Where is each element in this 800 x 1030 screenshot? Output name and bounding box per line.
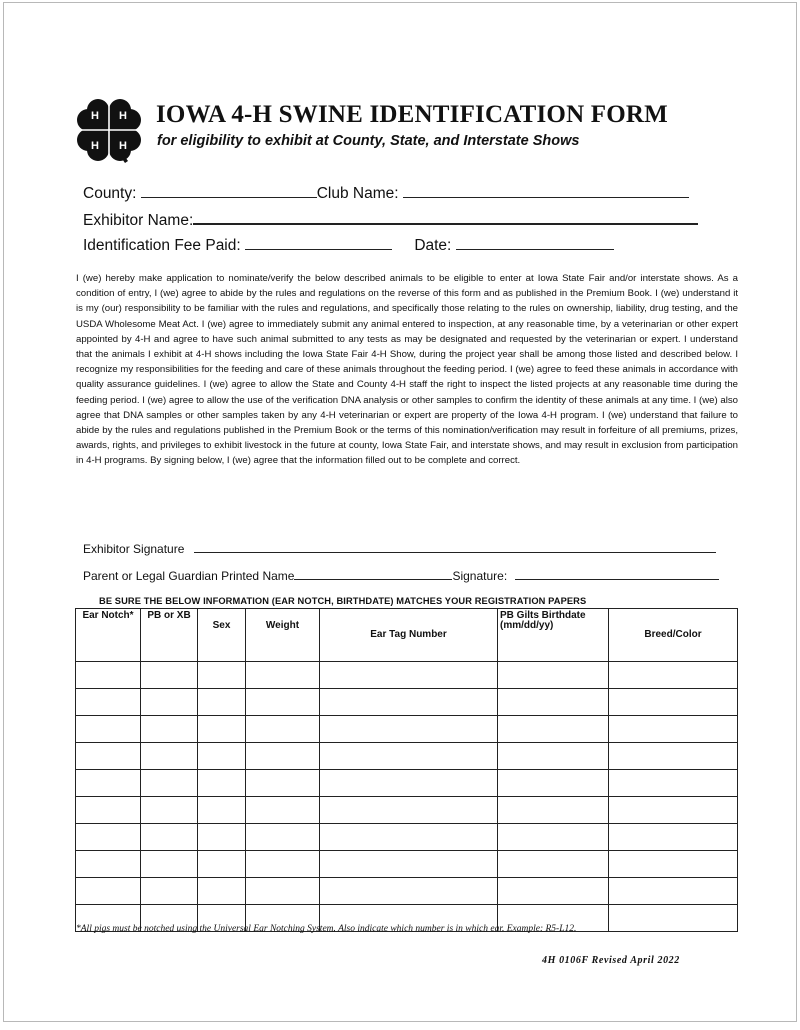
sex-cell[interactable] [198,770,246,797]
table-row [76,851,738,878]
table-row [76,689,738,716]
table-row [76,797,738,824]
sex-cell[interactable] [198,878,246,905]
guardian-name-field[interactable] [294,569,452,580]
date-label: Date: [414,237,452,254]
clover-icon [76,97,142,163]
ear-tag-cell[interactable] [320,662,498,689]
ear-tag-cell[interactable] [320,770,498,797]
table-row [76,662,738,689]
sex-cell[interactable] [198,716,246,743]
exhibitor-signature-field[interactable] [194,542,716,553]
ear-tag-cell[interactable] [320,797,498,824]
weight-cell[interactable] [246,878,320,905]
ear-tag-cell[interactable] [320,743,498,770]
ear-notch-header: Ear Notch* [76,609,141,662]
ear-tag-cell[interactable] [320,689,498,716]
weight-cell[interactable] [246,824,320,851]
swine-table [75,608,738,932]
guardian-signature-field[interactable] [515,569,719,580]
sex-cell[interactable] [198,851,246,878]
ear-notch-cell[interactable] [76,824,141,851]
ear-tag-cell[interactable] [320,824,498,851]
table-row [76,878,738,905]
exhibitor-signature-label: Exhibitor Signature [83,542,185,556]
gilts-birthdate-cell[interactable] [498,689,609,716]
form-revision: 4H 0106F Revised April 2022 [542,955,680,966]
ear-notch-cell[interactable] [76,662,141,689]
pb-xb-cell[interactable] [141,851,198,878]
breed-color-cell[interactable] [609,716,738,743]
svg-text:H: H [91,110,99,122]
ear-notch-cell[interactable] [76,716,141,743]
gilts-birthdate-cell[interactable] [498,770,609,797]
weight-cell[interactable] [246,797,320,824]
weight-cell[interactable] [246,851,320,878]
table-header-row [76,609,738,662]
breed-color-cell[interactable] [609,905,738,932]
table-row [76,743,738,770]
exhibitor-signature-row [83,542,716,556]
county-field[interactable] [141,184,317,198]
table-row [76,824,738,851]
ear-notch-cell[interactable] [76,689,141,716]
ear-tag-header: Ear Tag Number [320,609,498,662]
weight-cell[interactable] [246,743,320,770]
svg-text:H: H [91,140,99,152]
pb-xb-cell[interactable] [141,743,198,770]
guardian-name-label: Parent or Legal Guardian Printed Name [83,569,295,583]
gilts-birthdate-cell[interactable] [498,824,609,851]
county-label: County: [83,185,137,202]
form-subtitle: for eligibility to exhibit at County, State, and Interstate Shows [157,133,580,149]
club-name-label: Club Name: [316,185,399,202]
fee-date-row [83,236,614,255]
pb-xb-cell[interactable] [141,797,198,824]
svg-text:H: H [119,110,127,122]
pb-xb-cell[interactable] [141,770,198,797]
agreement-paragraph: I (we) hereby make application to nominate/verify the below described animals to be eligible to enter at Iowa State Fair and/or interstate shows. As a condition of entry, I (we) agree to abide by the rules and regulations on the reverse of this form and as published in the Premium Book. I (we) understand it is my (our) responsibility to be familiar with the rules and regulations, and specifically those relating to the rules on ownership, liability, drug testing, and the USDA Wholesome Meat Act. I (we) agree to immediately submit any animal entered to inspection, at any reasonable time, by a veterinarian or other expert appointed by 4-H and agree to have such animal submitted to any tests as may be designated and requested by the veterinarian or expert. I understand that the animals I exhibit at 4-H shows including the Iowa State Fair 4-H Show, during the project year shall be among those listed and described below. I recognize my responsibilities for the feeding and care of these animals throughout the feeding period. I (we) agree to feed these animals in accordance with quality assurance guidelines. I (we) agree to allow the State and County 4-H staff the right to inspect the listed projects at any reasonable time during the feeding period. I (we) agree to allow the use of the verification DNA analysis or other samples to confirm the identity of these animals at any time. I (we) also agree that DNA samples or other samples taken by any 4-H veterinarian or expert are property of the Iowa 4-H program. I (we) understand that failure to abide by the rules and regulations published in the Premium Book or the terms of this nomination/verification may result in forfeiture of all premiums, prizes, awards, rights, and privileges to exhibit livestock in the future at county, Iowa State Fair, and interstate shows, and may result in exclusion from participation in 4-H programs. By signing below, I (we) agree that the information filled out to be complete and correct. [76,273,738,467]
weight-cell[interactable] [246,689,320,716]
sex-cell[interactable] [198,797,246,824]
breed-color-cell[interactable] [609,743,738,770]
breed-color-cell[interactable] [609,662,738,689]
exhibitor-name-field[interactable] [193,210,698,225]
form-page [3,2,797,1022]
ear-notch-footnote: *All pigs must be notched using the Universal Ear Notching System. Also indicate which number is in which ear. Example: R5-L12. [76,924,577,934]
date-field[interactable] [456,236,614,250]
pb-xb-cell[interactable] [141,878,198,905]
weight-header: Weight [246,609,320,662]
ear-tag-cell[interactable] [320,851,498,878]
ear-tag-cell[interactable] [320,716,498,743]
ear-tag-cell[interactable] [320,878,498,905]
fee-paid-field[interactable] [245,236,392,250]
breed-color-cell[interactable] [609,689,738,716]
pb-xb-header: PB or XB [141,609,198,662]
gilts-birthdate-cell[interactable] [498,662,609,689]
pb-xb-cell[interactable] [141,824,198,851]
form-title: IOWA 4-H SWINE IDENTIFICATION FORM [156,101,668,128]
breed-color-cell[interactable] [609,824,738,851]
breed-color-cell[interactable] [609,770,738,797]
exhibitor-name-row [83,210,698,230]
county-club-row [83,184,689,203]
gilts-birthdate-cell[interactable] [498,851,609,878]
pb-xb-cell[interactable] [141,716,198,743]
breed-color-cell[interactable] [609,797,738,824]
sex-cell[interactable] [198,743,246,770]
sex-cell[interactable] [198,662,246,689]
pb-xb-cell[interactable] [141,662,198,689]
gilts-birthdate-header: PB Gilts Birthdate (mm/dd/yy) [498,609,609,662]
breed-color-header: Breed/Color [609,609,738,662]
svg-text:H: H [119,140,127,152]
table-row [76,716,738,743]
club-name-field[interactable] [403,184,689,198]
exhibitor-name-label: Exhibitor Name: [83,212,194,229]
ear-notch-cell[interactable] [76,770,141,797]
weight-cell[interactable] [246,716,320,743]
gilts-birthdate-cell[interactable] [498,743,609,770]
ear-notch-cell[interactable] [76,878,141,905]
sex-header: Sex [198,609,246,662]
sex-cell[interactable] [198,824,246,851]
gilts-birthdate-cell[interactable] [498,878,609,905]
breed-color-cell[interactable] [609,851,738,878]
guardian-signature-label: Signature: [452,569,508,583]
ear-notch-cell[interactable] [76,743,141,770]
registration-notice: BE SURE THE BELOW INFORMATION (EAR NOTCH, BIRTHDATE) MATCHES YOUR REGISTRATION PAPERS [99,596,587,606]
weight-cell[interactable] [246,662,320,689]
fee-paid-label: Identification Fee Paid: [83,237,241,254]
weight-cell[interactable] [246,770,320,797]
table-row [76,770,738,797]
sex-cell[interactable] [198,689,246,716]
pb-xb-cell[interactable] [141,689,198,716]
breed-color-cell[interactable] [609,878,738,905]
gilts-birthdate-cell[interactable] [498,797,609,824]
ear-notch-cell[interactable] [76,797,141,824]
guardian-signature-row [83,569,719,583]
ear-notch-cell[interactable] [76,851,141,878]
gilts-birthdate-cell[interactable] [498,716,609,743]
